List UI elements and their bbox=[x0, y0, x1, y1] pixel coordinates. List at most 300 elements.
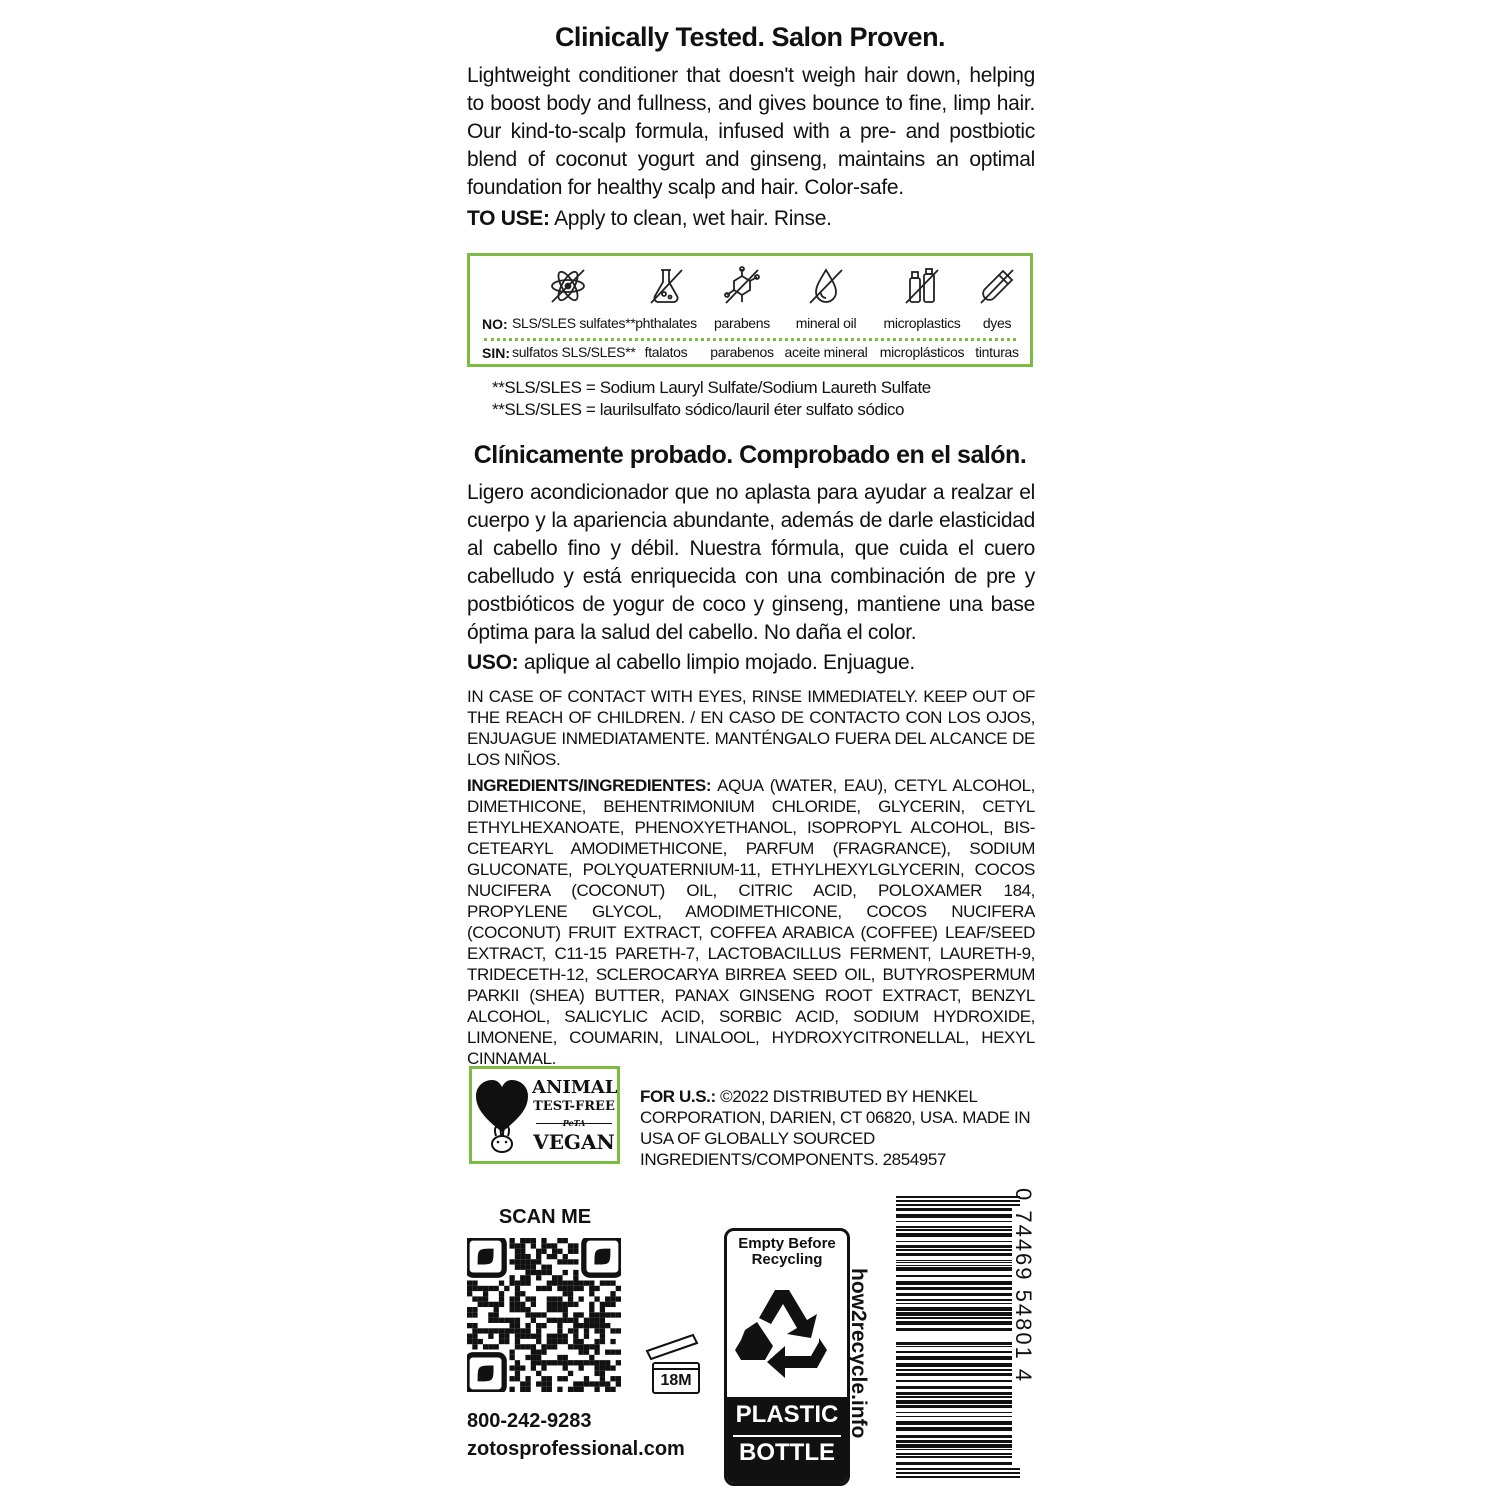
qr-module bbox=[515, 1265, 520, 1270]
qr-module bbox=[568, 1360, 573, 1365]
recycle-arrows-icon bbox=[727, 1276, 847, 1386]
qr-module bbox=[525, 1270, 530, 1275]
pao-months: 18M bbox=[660, 1372, 692, 1389]
qr-module bbox=[600, 1376, 605, 1381]
description-es: Ligero acondicionador que no aplasta para ayudar a realzar el cuerpo y la apariencia abundante, además de darle elasticidad al cabello fino y débil. Nuestra fórmula, que cuida el cuero cabelludo y está enriquecida con una combinación de pre y postbióticos de yogur de coco y ginseng, mantiene una base óptima para la salud del cabello. No daña el color. bbox=[467, 481, 1035, 644]
qr-module bbox=[579, 1312, 584, 1317]
qr-module bbox=[531, 1296, 536, 1301]
qr-module bbox=[610, 1365, 615, 1370]
qr-module bbox=[499, 1302, 504, 1307]
qr-module bbox=[488, 1334, 493, 1339]
recycle-top-text: Empty Before Recycling bbox=[738, 1235, 836, 1268]
qr-module bbox=[584, 1323, 589, 1328]
qr-module bbox=[605, 1302, 610, 1307]
qr-module bbox=[515, 1243, 520, 1248]
barcode-bar bbox=[896, 1317, 1012, 1319]
free-from-en: dyes bbox=[982, 315, 1012, 331]
free-from-item-phthalates bbox=[626, 266, 706, 360]
qr-module bbox=[525, 1307, 530, 1312]
qr-module bbox=[573, 1344, 578, 1349]
qr-module bbox=[568, 1328, 573, 1333]
qr-module bbox=[467, 1323, 472, 1328]
qr-module bbox=[563, 1259, 568, 1264]
qr-module bbox=[568, 1280, 573, 1285]
to-use-label-es: USO: bbox=[467, 651, 519, 674]
qr-module bbox=[525, 1381, 530, 1386]
barcode-bar bbox=[896, 1293, 1012, 1296]
barcode-bar bbox=[896, 1369, 1012, 1371]
qr-module bbox=[610, 1328, 615, 1333]
qr-module bbox=[541, 1323, 546, 1328]
qr-module bbox=[573, 1275, 578, 1280]
qr-module bbox=[536, 1328, 541, 1333]
phthalates-icon bbox=[646, 266, 686, 306]
qr-module bbox=[520, 1365, 525, 1370]
qr-module bbox=[499, 1291, 504, 1296]
qr-module bbox=[563, 1360, 568, 1365]
qr-module bbox=[584, 1376, 589, 1381]
qr-module bbox=[616, 1350, 621, 1355]
qr-module bbox=[488, 1312, 493, 1317]
qr-finder-pattern bbox=[467, 1355, 504, 1392]
qr-module bbox=[515, 1323, 520, 1328]
qr-module bbox=[589, 1291, 594, 1296]
qr-module bbox=[525, 1238, 530, 1243]
qr-module bbox=[573, 1323, 578, 1328]
qr-module bbox=[589, 1312, 594, 1317]
qr-module bbox=[605, 1280, 610, 1285]
qr-module bbox=[573, 1312, 578, 1317]
qr-module bbox=[610, 1312, 615, 1317]
qr-module bbox=[472, 1344, 477, 1349]
free-from-en: phthalates bbox=[635, 315, 697, 331]
barcode-bar bbox=[896, 1245, 1012, 1248]
heading-en: Clinically Tested. Salon Proven. bbox=[554, 22, 946, 52]
qr-module bbox=[520, 1387, 525, 1392]
qr-module bbox=[541, 1376, 546, 1381]
barcode-bar bbox=[896, 1328, 1012, 1331]
qr-module bbox=[579, 1323, 584, 1328]
qr-module bbox=[557, 1387, 562, 1392]
qr-finder-pattern bbox=[467, 1238, 504, 1275]
qr-module bbox=[552, 1275, 557, 1280]
qr-module bbox=[472, 1334, 477, 1339]
qr-module bbox=[605, 1387, 610, 1392]
qr-module bbox=[573, 1286, 578, 1291]
qr-module bbox=[541, 1360, 546, 1365]
qr-module bbox=[472, 1307, 477, 1312]
microplastics-icon bbox=[902, 266, 942, 306]
qr-module bbox=[579, 1360, 584, 1365]
qr-module bbox=[605, 1381, 610, 1386]
qr-module bbox=[531, 1334, 536, 1339]
qr-module bbox=[573, 1318, 578, 1323]
to-use-es bbox=[467, 651, 915, 675]
qr-module bbox=[509, 1376, 514, 1381]
heading-es: Clínicamente probado. Comprobado en el salón. bbox=[473, 441, 1027, 469]
qr-module bbox=[552, 1280, 557, 1285]
qr-module bbox=[589, 1318, 594, 1323]
qr-module bbox=[504, 1286, 509, 1291]
qr-module bbox=[547, 1243, 552, 1248]
barcode-bar bbox=[896, 1462, 1012, 1465]
qr-module bbox=[594, 1360, 599, 1365]
footnote-en: **SLS/SLES = Sodium Lauryl Sulfate/Sodium Laureth Sulfate bbox=[492, 378, 931, 397]
qr-module bbox=[600, 1360, 605, 1365]
barcode-number: 0 74469 54801 4 bbox=[1011, 1188, 1036, 1384]
qr-module bbox=[616, 1381, 621, 1386]
qr-module bbox=[563, 1307, 568, 1312]
ingredients-label: INGREDIENTS/INGREDIENTES: bbox=[467, 776, 712, 795]
qr-module bbox=[584, 1350, 589, 1355]
qr-module bbox=[610, 1376, 615, 1381]
qr-module bbox=[547, 1270, 552, 1275]
qr-module bbox=[563, 1334, 568, 1339]
qr-module bbox=[504, 1339, 509, 1344]
qr-module bbox=[557, 1376, 562, 1381]
barcode-bar bbox=[896, 1262, 1012, 1263]
qr-module bbox=[573, 1259, 578, 1264]
qr-module bbox=[605, 1323, 610, 1328]
dyes-icon bbox=[977, 266, 1017, 306]
barcode-bar bbox=[896, 1421, 1012, 1425]
qr-module bbox=[483, 1286, 488, 1291]
warning-text: IN CASE OF CONTACT WITH EYES, RINSE IMMEDIATELY. KEEP OUT OF THE REACH OF CHILDREN. / EN CASO DE CONTACTO CON LOS OJOS, ENJUAGUE INMEDIATAMENTE. MANTÉNGALO FUERA DEL ALCANCE DE LOS NIÑOS. bbox=[467, 687, 1035, 769]
qr-module bbox=[515, 1360, 520, 1365]
qr-module bbox=[547, 1387, 552, 1392]
qr-module bbox=[563, 1302, 568, 1307]
qr-module bbox=[547, 1254, 552, 1259]
qr-module bbox=[541, 1350, 546, 1355]
qr-module bbox=[525, 1355, 530, 1360]
qr-module bbox=[478, 1296, 483, 1301]
qr-module bbox=[541, 1249, 546, 1254]
qr-module bbox=[509, 1243, 514, 1248]
qr-module bbox=[584, 1334, 589, 1339]
qr-module bbox=[536, 1249, 541, 1254]
qr-module bbox=[541, 1286, 546, 1291]
qr-module bbox=[488, 1328, 493, 1333]
qr-module bbox=[594, 1350, 599, 1355]
qr-module bbox=[552, 1254, 557, 1259]
qr-module bbox=[509, 1275, 514, 1280]
qr-module bbox=[541, 1365, 546, 1370]
qr-module bbox=[536, 1355, 541, 1360]
qr-module bbox=[509, 1302, 514, 1307]
qr-module bbox=[584, 1318, 589, 1323]
to-use-text-en: Apply to clean, wet hair. Rinse. bbox=[554, 207, 832, 230]
qr-module bbox=[509, 1328, 514, 1333]
qr-module bbox=[494, 1307, 499, 1312]
qr-module bbox=[589, 1355, 594, 1360]
barcode-bar bbox=[896, 1386, 1012, 1389]
barcode-bar bbox=[896, 1405, 1012, 1408]
qr-module bbox=[478, 1339, 483, 1344]
qr-module bbox=[525, 1376, 530, 1381]
qr-module bbox=[568, 1371, 573, 1376]
barcode-bar bbox=[896, 1453, 1012, 1455]
to-use-label-en: TO USE: bbox=[467, 207, 550, 230]
qr-module bbox=[541, 1270, 546, 1275]
parabens-icon bbox=[722, 266, 762, 306]
qr-module bbox=[610, 1296, 615, 1301]
qr-module bbox=[589, 1381, 594, 1386]
barcode-bar bbox=[896, 1281, 1012, 1285]
qr-module bbox=[515, 1328, 520, 1333]
qr-module bbox=[515, 1302, 520, 1307]
qr-module bbox=[600, 1302, 605, 1307]
qr-module bbox=[488, 1286, 493, 1291]
qr-module bbox=[568, 1243, 573, 1248]
qr-module bbox=[594, 1381, 599, 1386]
qr-module bbox=[547, 1376, 552, 1381]
free-from-item-mineral-oil bbox=[778, 266, 874, 360]
qr-module bbox=[557, 1355, 562, 1360]
free-from-item-parabens bbox=[704, 266, 780, 360]
qr-module bbox=[616, 1296, 621, 1301]
qr-module bbox=[594, 1312, 599, 1317]
qr-module bbox=[573, 1243, 578, 1248]
qr-module bbox=[547, 1265, 552, 1270]
qr-module bbox=[547, 1318, 552, 1323]
qr-module bbox=[584, 1360, 589, 1365]
barcode-guard-bar bbox=[896, 1472, 1020, 1474]
qr-module bbox=[531, 1318, 536, 1323]
qr-module bbox=[504, 1334, 509, 1339]
recycle-site[interactable]: how2recycle.info bbox=[847, 1268, 870, 1439]
barcode-bar bbox=[896, 1241, 1012, 1242]
barcode-bar bbox=[896, 1356, 1012, 1360]
qr-module bbox=[531, 1312, 536, 1317]
qr-module bbox=[573, 1334, 578, 1339]
qr-module bbox=[525, 1312, 530, 1317]
barcode-bar bbox=[896, 1275, 1012, 1277]
qr-module bbox=[520, 1249, 525, 1254]
qr-module bbox=[520, 1280, 525, 1285]
qr-module bbox=[563, 1280, 568, 1285]
barcode-bar bbox=[896, 1456, 1012, 1458]
how2recycle-label bbox=[724, 1228, 850, 1486]
qr-module bbox=[515, 1254, 520, 1259]
qr-module bbox=[605, 1365, 610, 1370]
barcode-bar bbox=[896, 1267, 1012, 1271]
qr-module bbox=[557, 1280, 562, 1285]
qr-module bbox=[589, 1344, 594, 1349]
qr-module bbox=[520, 1291, 525, 1296]
qr-module bbox=[594, 1323, 599, 1328]
animal-test-free-vegan-badge bbox=[469, 1066, 620, 1164]
barcode-bar bbox=[896, 1427, 1012, 1431]
qr-module bbox=[552, 1360, 557, 1365]
qr-module bbox=[557, 1318, 562, 1323]
website[interactable]: zotosprofessional.com bbox=[467, 1438, 685, 1460]
qr-module bbox=[472, 1328, 477, 1333]
qr-module bbox=[520, 1259, 525, 1264]
qr-module bbox=[573, 1270, 578, 1275]
barcode-guard-bar bbox=[896, 1476, 1020, 1478]
qr-module bbox=[531, 1243, 536, 1248]
free-from-es: tinturas bbox=[975, 344, 1019, 360]
barcode-bar bbox=[896, 1351, 1012, 1353]
mineral-oil-icon bbox=[806, 266, 846, 306]
free-from-es: sulfatos SLS/SLES** bbox=[512, 344, 636, 360]
qr-module bbox=[515, 1291, 520, 1296]
qr-module bbox=[579, 1365, 584, 1370]
qr-module bbox=[483, 1302, 488, 1307]
qr-module bbox=[499, 1296, 504, 1301]
qr-module bbox=[563, 1376, 568, 1381]
barcode-bar bbox=[896, 1444, 1012, 1448]
barcode-bar bbox=[896, 1312, 1012, 1316]
qr-module bbox=[536, 1259, 541, 1264]
qr-module bbox=[557, 1259, 562, 1264]
qr-module bbox=[520, 1334, 525, 1339]
qr-module bbox=[584, 1328, 589, 1333]
barcode-bar bbox=[896, 1208, 1012, 1211]
barcode bbox=[896, 1196, 1020, 1480]
qr-module bbox=[531, 1360, 536, 1365]
qr-module bbox=[589, 1360, 594, 1365]
qr-module bbox=[536, 1371, 541, 1376]
qr-module bbox=[552, 1318, 557, 1323]
qr-module bbox=[478, 1302, 483, 1307]
qr-module bbox=[536, 1334, 541, 1339]
qr-module bbox=[594, 1371, 599, 1376]
qr-module bbox=[467, 1291, 472, 1296]
barcode-bar bbox=[896, 1342, 1012, 1345]
qr-module bbox=[557, 1286, 562, 1291]
qr-module bbox=[584, 1344, 589, 1349]
qr-module bbox=[605, 1350, 610, 1355]
qr-module bbox=[541, 1238, 546, 1243]
qr-module bbox=[531, 1259, 536, 1264]
qr-module bbox=[579, 1381, 584, 1386]
qr-module bbox=[520, 1265, 525, 1270]
barcode-bar bbox=[896, 1321, 1012, 1325]
qr-module bbox=[557, 1339, 562, 1344]
free-from-item-sulfates bbox=[512, 266, 636, 360]
qr-module bbox=[589, 1302, 594, 1307]
barcode-bar bbox=[896, 1265, 1012, 1266]
qr-module bbox=[552, 1344, 557, 1349]
qr-module bbox=[536, 1286, 541, 1291]
qr-module bbox=[494, 1318, 499, 1323]
qr-module bbox=[557, 1334, 562, 1339]
barcode-guard-bar bbox=[896, 1196, 1020, 1198]
qr-module bbox=[563, 1339, 568, 1344]
badge-line-peta: PeTA bbox=[562, 1118, 586, 1128]
qr-module bbox=[509, 1323, 514, 1328]
barcode-bar bbox=[896, 1449, 1012, 1450]
barcode-bar bbox=[896, 1416, 1012, 1417]
barcode-bar bbox=[896, 1226, 1012, 1228]
recycle-bottom-panel bbox=[727, 1397, 847, 1486]
qr-module bbox=[547, 1296, 552, 1301]
qr-module bbox=[557, 1275, 562, 1280]
sulfates-icon bbox=[548, 266, 588, 306]
qr-module bbox=[520, 1275, 525, 1280]
qr-module bbox=[547, 1339, 552, 1344]
qr-module bbox=[557, 1323, 562, 1328]
qr-module bbox=[509, 1350, 514, 1355]
qr-module bbox=[536, 1360, 541, 1365]
qr-module bbox=[600, 1371, 605, 1376]
qr-module bbox=[547, 1302, 552, 1307]
free-from-box bbox=[467, 253, 1033, 367]
qr-module bbox=[600, 1280, 605, 1285]
qr-module bbox=[515, 1371, 520, 1376]
barcode-bar bbox=[896, 1303, 1012, 1304]
qr-module bbox=[488, 1302, 493, 1307]
badge-line-test-free: TEST-FREE bbox=[533, 1099, 615, 1114]
qr-module bbox=[541, 1344, 546, 1349]
qr-module bbox=[605, 1296, 610, 1301]
qr-module bbox=[467, 1339, 472, 1344]
qr-module bbox=[509, 1365, 514, 1370]
qr-module bbox=[531, 1265, 536, 1270]
barcode-bar bbox=[896, 1412, 1012, 1413]
qr-module bbox=[552, 1339, 557, 1344]
qr-module bbox=[478, 1286, 483, 1291]
qr-module bbox=[520, 1243, 525, 1248]
qr-module bbox=[536, 1323, 541, 1328]
qr-module bbox=[557, 1296, 562, 1301]
qr-module bbox=[579, 1280, 584, 1285]
qr-module bbox=[467, 1312, 472, 1317]
free-from-item-microplastics bbox=[874, 266, 970, 360]
barcode-bar bbox=[896, 1440, 1012, 1443]
qr-module bbox=[594, 1365, 599, 1370]
qr-module bbox=[600, 1328, 605, 1333]
qr-module bbox=[504, 1318, 509, 1323]
qr-module bbox=[610, 1302, 615, 1307]
qr-module bbox=[520, 1381, 525, 1386]
qr-module bbox=[536, 1270, 541, 1275]
qr-module bbox=[509, 1307, 514, 1312]
qr-module bbox=[525, 1328, 530, 1333]
qr-module bbox=[499, 1334, 504, 1339]
qr-module bbox=[568, 1249, 573, 1254]
barcode-bar bbox=[896, 1380, 1012, 1382]
free-from-es: parabenos bbox=[710, 344, 774, 360]
qr-module bbox=[605, 1360, 610, 1365]
qr-module bbox=[515, 1344, 520, 1349]
qr-module bbox=[525, 1323, 530, 1328]
qr-module bbox=[541, 1381, 546, 1386]
free-from-es: microplásticos bbox=[879, 344, 965, 360]
barcode-bar bbox=[896, 1307, 1012, 1311]
qr-module bbox=[467, 1307, 472, 1312]
recycle-divider bbox=[733, 1435, 841, 1437]
qr-module bbox=[563, 1238, 568, 1243]
qr-module bbox=[520, 1238, 525, 1243]
qr-module bbox=[568, 1291, 573, 1296]
qr-module bbox=[573, 1339, 578, 1344]
qr-module bbox=[563, 1286, 568, 1291]
qr-module bbox=[589, 1286, 594, 1291]
qr-module bbox=[616, 1312, 621, 1317]
qr-module bbox=[573, 1302, 578, 1307]
qr-module bbox=[531, 1270, 536, 1275]
qr-code[interactable] bbox=[467, 1238, 621, 1392]
qr-module bbox=[616, 1376, 621, 1381]
qr-module bbox=[483, 1296, 488, 1301]
qr-module bbox=[472, 1312, 477, 1317]
qr-module bbox=[563, 1270, 568, 1275]
qr-module bbox=[515, 1249, 520, 1254]
qr-module bbox=[547, 1344, 552, 1349]
barcode-bar bbox=[896, 1249, 1012, 1251]
